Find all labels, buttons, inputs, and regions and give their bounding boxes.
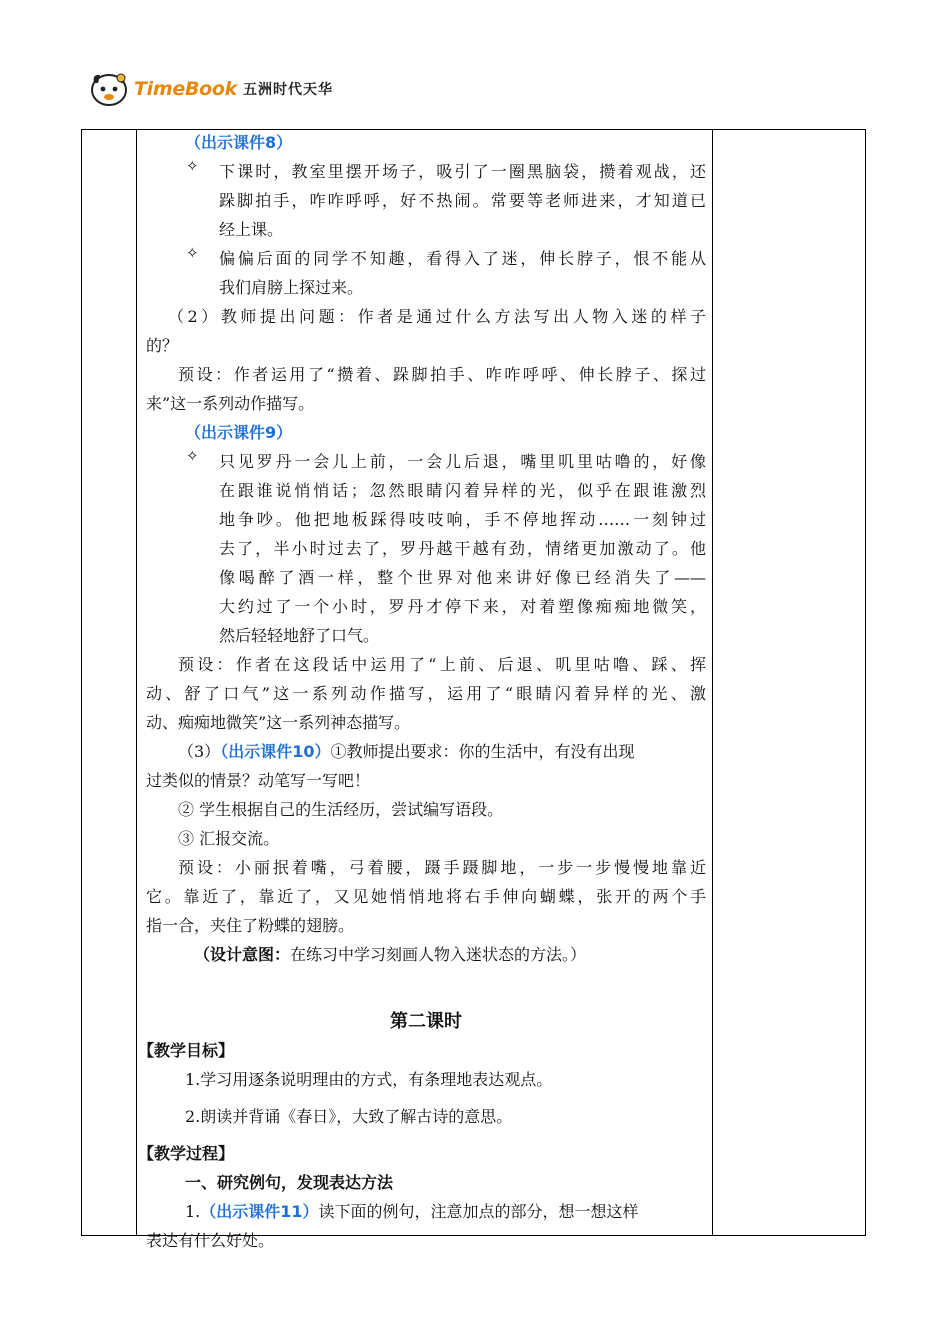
quote-line: 偏偏后面的同学不知趣，看得入了迷，伸长脖子，恨不能从 [219,249,706,268]
step-1-line-2: 表达有什么好处。 [146,1231,275,1250]
quote-line: 然后轻轻地舒了口气。 [219,626,380,645]
quote-block-3 [146,447,706,650]
step-3-line-2: 过类似的情景？动笔写一写吧！ [146,771,371,790]
goals-heading: 【教学目标】 [138,1041,235,1060]
quote-line: 大约过了一个小时，罗丹才停下来，对着塑像痴痴地微笑， [219,597,706,616]
step-3-text: ①教师提出要求：你的生活中，有没有出现 [330,742,635,761]
process-heading: 【教学过程】 [138,1144,235,1163]
table-col-border-2 [136,129,137,1236]
goal-item-2: 2.朗读并背诵《春日》，大致了解古诗的意思。 [185,1107,513,1126]
section-heading-1: 一、研究例句，发现表达方法 [185,1173,394,1192]
preset-answer-line: 动、舒了口气”这一系列动作描写，运用了“眼睛闪着异样的光、激 [146,684,706,703]
quote-line: 我们肩膀上探过来。 [219,278,364,297]
design-intent-text: 在练习中学习刻画人物入迷状态的方法。） [290,945,587,964]
quote-line: 跺脚拍手，咋咋呼呼，好不热闹。常要等老师进来，才知道已 [219,191,706,210]
quote-line: 下课时，教室里摆开场子，吸引了一圈黑脑袋，攒着观战，还 [219,162,706,181]
quote-block-2 [146,244,706,302]
lesson-content [138,128,706,1255]
quote-line: 地争吵。他把地板踩得吱吱响，手不停地挥动……一刻钟过 [219,510,706,529]
step-3-sub-2: ② 学生根据自己的生活经历，尝试编写语段。 [178,800,504,819]
brand-name-cn: 五洲时代天华 [242,82,333,98]
question-line: （2）教师提出问题：作者是通过什么方法写出人物入迷的样子 [168,307,706,326]
step-3-line [146,737,706,766]
design-intent-label: （设计意图： [194,945,291,964]
table-col-border-4 [865,129,866,1236]
step-3-prefix: （3） [178,742,221,761]
step-1-text: 读下面的例句，注意加点的部分，想一想这样 [318,1202,639,1221]
preset-answer-line: 动、痴痴地微笑”这一系列神态描写。 [146,713,411,732]
step-1-prefix: 1. [185,1202,201,1221]
diamond-bullet-icon: ✧ [186,447,199,465]
quote-line: 只见罗丹一会儿上前，一会儿后退，嘴里叽里咕噜的，好像 [219,452,706,471]
step-3-sub-3: ③ 汇报交流。 [178,829,280,848]
design-intent [146,940,706,969]
spacer [146,969,706,1007]
lesson-title: 第二课时 [390,1011,462,1032]
preset-answer-line: 预设：作者运用了“攒着、跺脚拍手、咋咋呼呼、伸长脖子、探过 [178,365,706,384]
preset-answer-line: 指一合，夹住了粉蝶的翅膀。 [146,916,355,935]
courseware-ref-9: （出示课件9） [185,423,293,442]
quote-line: 去了，半小时过去了，罗丹越干越有劲，情绪更加激动了。他 [219,539,706,558]
courseware-ref-8: （出示课件8） [185,133,293,152]
diamond-bullet-icon: ✧ [186,157,199,175]
courseware-ref-10: （出示课件10） [220,742,331,761]
quote-line: 在跟谁说悄悄话；忽然眼睛闪着异样的光，似乎在跟谁激烈 [219,481,706,500]
question-line: 的？ [146,336,179,355]
timebook-mascot-icon [90,69,130,109]
preset-answer-line: 来”这一系列动作描写。 [146,394,315,413]
quote-line: 经上课。 [219,220,284,239]
preset-answer-line: 它。靠近了，靠近了，又见她悄悄地将右手伸向蝴蝶，张开的两个手 [146,887,706,906]
step-1-line [146,1197,706,1226]
quote-line: 像喝醉了酒一样，整个世界对他来讲好像已经消失了—— [219,568,706,587]
table-col-border-1 [81,129,82,1236]
goal-item-1: 1.学习用逐条说明理由的方式，有条理地表达观点。 [185,1070,553,1089]
brand-name: TimeBook [134,78,237,100]
brand-logo [90,66,333,112]
table-col-border-3 [712,129,713,1236]
preset-answer-line: 预设：作者在这段话中运用了“上前、后退、叽里咕噜、踩、挥 [178,655,706,674]
preset-answer-line: 预设：小丽抿着嘴，弓着腰，蹑手蹑脚地，一步一步慢慢地靠近 [178,858,706,877]
quote-block-1 [146,157,706,244]
diamond-bullet-icon: ✧ [186,244,199,262]
courseware-ref-11: （出示课件11） [200,1202,319,1221]
